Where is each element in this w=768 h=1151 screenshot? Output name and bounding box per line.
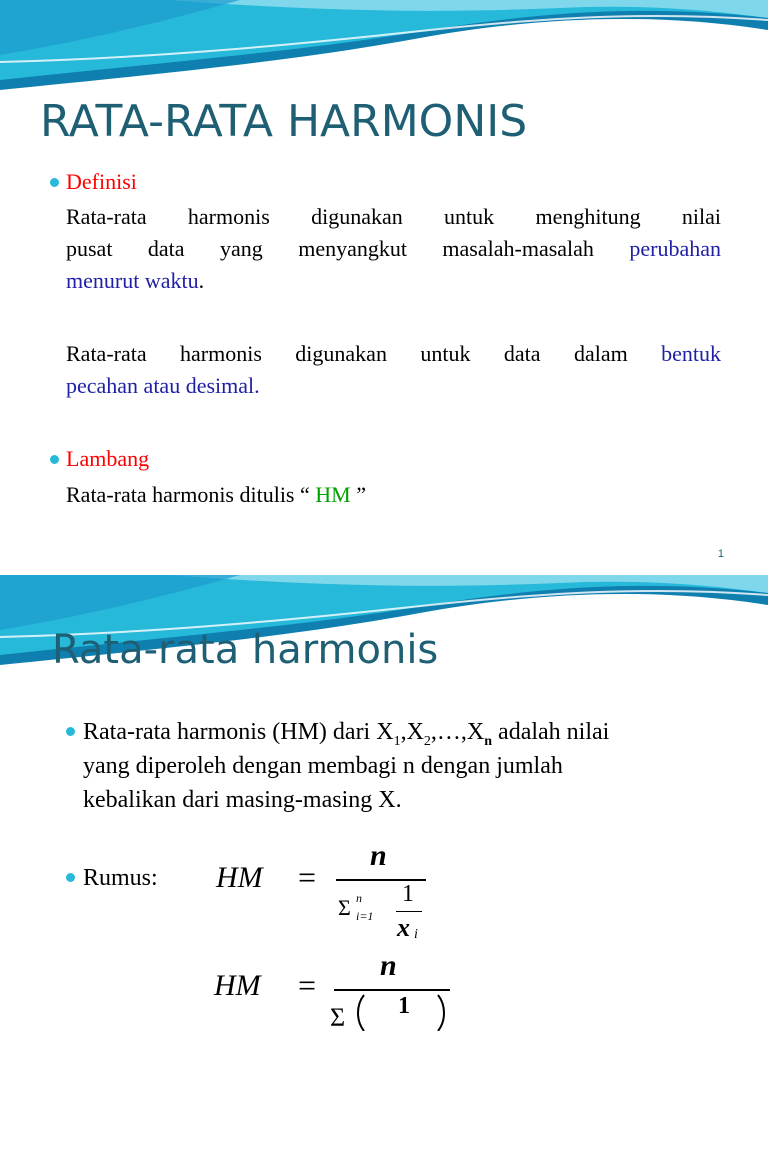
bullet-icon <box>66 873 75 882</box>
slide-2 <box>0 575 768 1151</box>
subscript-n: n <box>484 734 493 749</box>
definisi-para1-line3 <box>66 265 204 297</box>
bullet-icon <box>50 178 59 187</box>
def-text-b: adalah nilai <box>492 719 610 745</box>
def-comma-1: ,X <box>400 719 424 745</box>
subscript-1: 1 <box>393 734 401 749</box>
hm-definition-line2: yang diperoleh dengan membagi n dengan jumlah <box>83 753 563 779</box>
formula1-sigma-sup: n <box>356 891 362 905</box>
period: . <box>198 268 205 293</box>
formula1-lhs: HM <box>216 861 263 894</box>
formula1-inner-denominator: x <box>397 913 410 942</box>
formula1-inner-bar <box>396 911 422 912</box>
perubahan-highlight: perubahan <box>629 236 721 261</box>
menurut-waktu-highlight: menurut waktu <box>66 268 199 293</box>
bullet-icon <box>66 727 75 736</box>
hm-symbol: HM <box>315 482 351 507</box>
definisi-para2-line1 <box>66 338 721 370</box>
lambang-text <box>66 479 366 511</box>
slide-title: Rata-rata harmonis <box>52 627 439 673</box>
definisi-para1-line1: Rata-rata harmonis digunakan untuk menghitung nilai <box>66 204 721 229</box>
bullet-icon <box>50 455 59 464</box>
formula1-equals: = <box>298 859 317 895</box>
para2-line1-text: Rata-rata harmonis digunakan untuk data dalam <box>66 341 662 366</box>
bentuk-highlight: bentuk <box>661 341 721 366</box>
header-wave-decoration <box>0 0 768 90</box>
hm-definition-line3: kebalikan dari masing-masing X. <box>83 787 402 813</box>
formula2-sigma: Σ <box>330 1003 346 1032</box>
para1-line2-text: pusat data yang menyangkut masalah-masalah <box>66 236 630 261</box>
formula1-inner-den-sub: i <box>414 927 418 942</box>
definisi-para2-line2: pecahan atau desimal. <box>66 373 260 398</box>
lambang-label: Lambang <box>66 446 150 471</box>
formula2-inner-numerator: 1 <box>398 993 410 1019</box>
definisi-label: Definisi <box>66 169 137 194</box>
def-comma-2: ,…,X <box>430 719 485 745</box>
formula2-equals: = <box>298 967 317 1003</box>
subscript-2: 2 <box>423 734 431 749</box>
rumus-label: Rumus: <box>83 865 158 891</box>
formula1-numerator: n <box>370 839 387 872</box>
formula1-inner-numerator: 1 <box>402 881 414 907</box>
slide-title: RATA-RATA HARMONIS <box>40 96 528 147</box>
page-number: 1 <box>717 548 724 560</box>
formula1-sigma-sub: i=1 <box>356 909 374 923</box>
lambang-text-c: ” <box>350 482 366 507</box>
formula2-numerator: n <box>380 949 397 982</box>
definisi-para1-line2 <box>66 233 721 265</box>
formula1-sigma: Σ <box>338 895 351 920</box>
formula2-lhs: HM <box>214 969 261 1002</box>
lambang-text-a: Rata-rata harmonis ditulis “ <box>66 482 316 507</box>
def-text-a: Rata-rata harmonis (HM) dari X <box>83 719 394 745</box>
